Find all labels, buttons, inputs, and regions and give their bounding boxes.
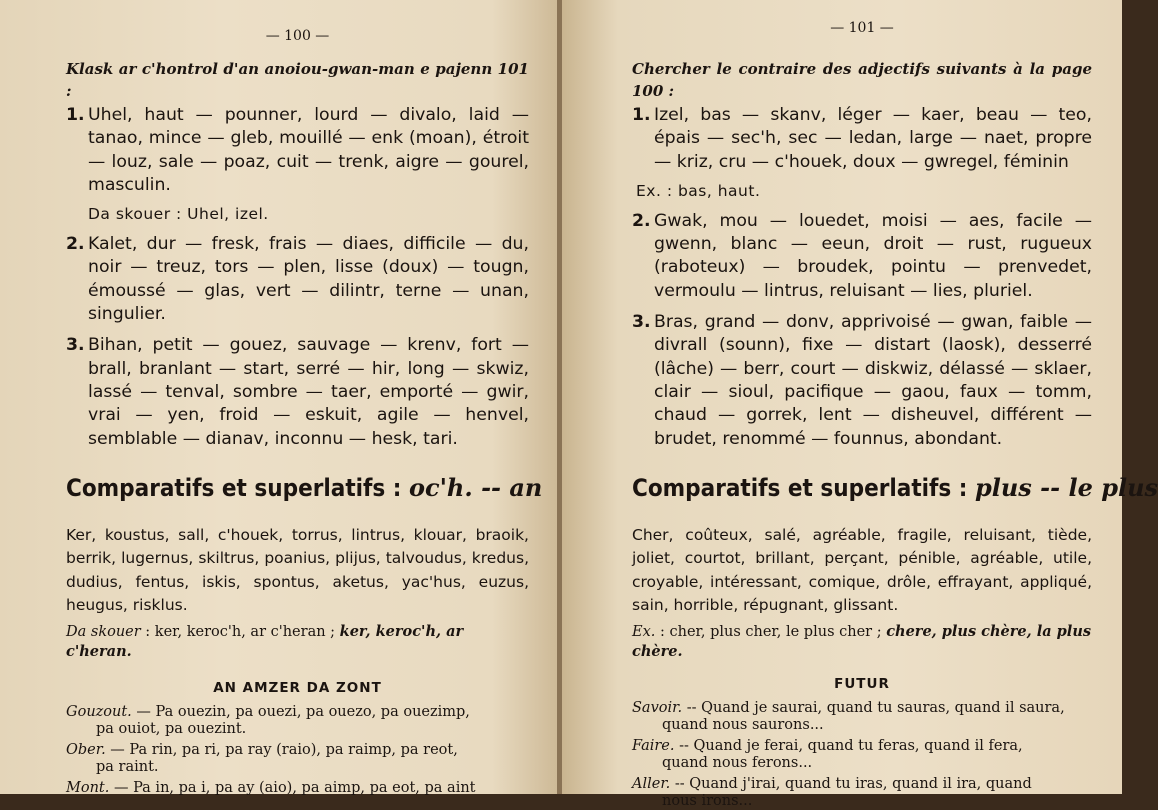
exercise-item <box>632 311 1098 451</box>
item-text: Izel, bas — skanv, léger — kaer, beau — teo, épais — sec'h, sec — ledan, large — naet, propre — kriz, cru — c'houek, doux — gwregel, féminin <box>654 105 1098 172</box>
conjugation-row <box>66 780 529 797</box>
item-number: 1. <box>66 105 85 125</box>
exercise-item <box>66 104 535 197</box>
conjugation-line: -- Quand je saurai, quand tu sauras, quand il saura, <box>682 699 1065 716</box>
example-bold-text: chere, plus chère, la plus chère. <box>632 622 1092 660</box>
conjugation-row <box>66 742 529 776</box>
exercise-item <box>632 104 1098 174</box>
exercise-heading: Chercher le contraire des adjectifs suivants à la page 100 : <box>632 60 1092 100</box>
item-text: Bras, grand — donv, apprivoisé — gwan, faible — divrall (sounn), fixe — distart (laosk), desserré (lâche) — berr, court — diskwiz, délassé — sklaer, clair — sioul, pacifique — gaou, faux — tomm, chaud — gorrek, lent — disheuvel, différent — brudet, renommé — founnus, abondant. <box>654 312 1098 449</box>
item-text: Uhel, haut — pounner, lourd — divalo, laid — tanao, mince — gleb, mouillé — enk (moan), étroit — louz, sale — poaz, cuit — trenk, aigre — gourel, masculin. <box>88 105 535 195</box>
conjugation-continuation: nous irons... <box>662 792 753 809</box>
conjugation-continuation: pa raint. <box>96 758 159 775</box>
conjugation-line: -- Quand j'irai, quand tu iras, quand il ira, quand <box>670 775 1032 792</box>
conjugation-line: — Pa rin, pa ri, pa ray (raio), pa raimp, pa reot, <box>105 741 458 758</box>
conjugation-row <box>66 704 529 738</box>
right-page <box>562 0 1158 809</box>
conjugation-continuation: quand nous saurons... <box>662 716 824 733</box>
item-number: 1. <box>632 105 651 125</box>
exercise-item <box>66 233 535 326</box>
left-page <box>0 0 559 794</box>
exercise-heading: Klask ar c'hontrol d'an anoiou-gwan-man e pajenn 101 : <box>66 60 529 100</box>
conjugation-continuation: quand nous ferons... <box>662 754 813 771</box>
section-title-italic: plus -- le plus <box>974 472 1158 502</box>
verb-label: Aller. <box>632 775 671 792</box>
item-number: 2. <box>66 234 85 255</box>
page-number: — 100 — <box>265 28 330 44</box>
conjugation-line: — Pa ouezin, pa ouezi, pa ouezo, pa ouezimp, <box>131 703 470 720</box>
section-title <box>66 472 543 502</box>
example-line: Da skouer : Uhel, izel. <box>88 205 269 224</box>
verb-label: Savoir. <box>632 699 683 716</box>
page-number: — 101 — <box>830 20 894 36</box>
item-text: Bihan, petit — gouez, sauvage — krenv, fort — brall, branlant — start, serré — hir, long — skwiz, lassé — tenval, sombre — taer, emporté — gwir, vrai — yen, froid — eskuit, agile — henvel, semblable — dianav, inconnu — hesk, tari. <box>88 335 535 449</box>
subheading: FUTUR <box>834 675 890 692</box>
item-number: 3. <box>66 335 85 356</box>
verb-label: Gouzout. <box>66 703 132 720</box>
item-number: 3. <box>632 312 651 333</box>
conjugation-line: — Pa in, pa i, pa ay (aio), pa aimp, pa eot, pa aint <box>109 779 476 796</box>
comparison-example <box>66 622 529 662</box>
conjugation-line: -- Quand je ferai, quand tu feras, quand il fera, <box>674 737 1023 754</box>
example-line: Ex. : bas, haut. <box>636 181 761 200</box>
verb-label: Mont. <box>66 779 110 796</box>
conjugation-row <box>632 700 1092 734</box>
conjugation-row <box>632 776 1092 810</box>
item-text: Kalet, dur — fresk, frais — diaes, difficile — du, noir — treuz, tors — plen, lisse (doux) — tougn, émoussé — glas, vert — dilintr, terne — unan, singulier. <box>88 234 535 325</box>
item-number: 2. <box>632 210 651 231</box>
exercise-item <box>632 210 1098 303</box>
item-text: Gwak, mou — louedet, moisi — aes, facile — gwenn, blanc — eeun, droit — rust, rugueux (raboteux) — broudek, pointu — prenvedet, vermoulu — lintrus, reluisant — lies, pluriel. <box>654 210 1098 301</box>
section-title <box>632 472 1158 502</box>
word-list-paragraph: Cher, coûteux, salé, agréable, fragile, reluisant, tiède, joliet, courtot, brillant, perçant, pénible, agréable, utile, croyable, intéressant, comique, drôle, effrayant, appliqué, sain, horrible, répugnant, glissant. <box>632 525 1092 615</box>
verb-label: Ober. <box>66 741 106 758</box>
section-title-italic: oc'h. -- an <box>408 472 543 502</box>
section-title-main: Comparatifs et superlatifs : <box>632 473 975 502</box>
section-title-main: Comparatifs et superlatifs : <box>66 473 409 502</box>
conjugation-row <box>632 738 1092 772</box>
example-label: Ex. <box>632 623 656 640</box>
word-list-paragraph: Ker, koustus, sall, c'houek, torrus, lintrus, klouar, braoik, berrik, lugernus, skiltrus, poanius, plijus, talvoudus, kredus, dudius, fentus, iskis, spontus, aketus, yac'hus, euzus, heugus, risklus. <box>66 525 529 615</box>
example-text: : ker, keroc'h, ar c'heran ; <box>140 623 340 640</box>
example-bold-text: ker, keroc'h, ar c'heran. <box>66 622 464 660</box>
example-label: Da skouer <box>66 623 141 640</box>
comparison-example <box>632 622 1092 662</box>
verb-label: Faire. <box>632 737 675 754</box>
example-text: : cher, plus cher, le plus cher ; <box>655 623 887 640</box>
conjugation-continuation: pa ouiot, pa ouezint. <box>96 720 247 737</box>
exercise-item <box>66 334 535 450</box>
subheading: AN AMZER DA ZONT <box>213 679 382 696</box>
